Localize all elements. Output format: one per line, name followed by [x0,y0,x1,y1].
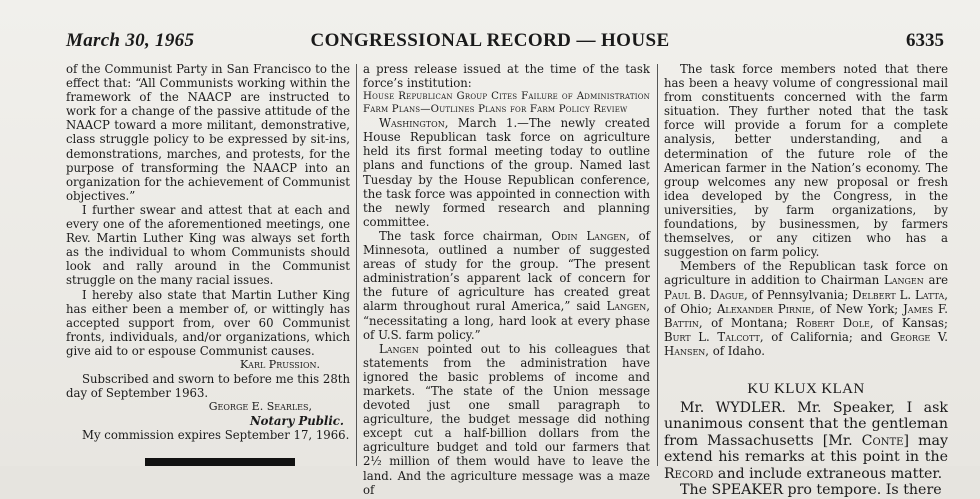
col2-paragraph-3 [363,229,650,342]
member-name: Paul B. Dague [664,287,744,302]
text-run: and include extraneous matter. [713,465,943,482]
member-name: Conte [861,432,904,449]
header-page-number: 6335 [906,30,944,51]
text-run: , “necessitating a long, hard look at every phase of U.S. farm policy.” [363,299,650,342]
text-run: The task force chairman, [379,228,552,243]
column-rule-left [356,64,357,466]
header-date: March 30, 1965 [66,30,195,51]
text-run: , of Ohio; [664,287,948,316]
text-run: pointed out to his colleagues that statements from the administration have ignored the basic problems of income and markets. “The state of the Union message devoted just one small paragraph to agriculture, the budget message did nothing except cut a half-billion dollars from the agriculture budget and told our farmers that 2½ million of them would have to leave the land. And the agriculture message was a maze of [363,341,650,497]
member-name: Burt L. Talcott [664,329,760,344]
text-run: , of Montana; [698,315,797,330]
record-reference: Record [664,465,714,482]
member-name: Robert Dole [796,315,870,330]
column-3 [664,62,949,499]
col1-paragraph-3: I hereby also state that Martin Luther King has either been a member of, or wittingly has accepted support from, over 60 Communist fronts, individuals, and/or organizations, which give aid to or espouse Communist causes. [66,287,350,358]
col1-paragraph-2: I further swear and attest that at each and every one of the aforementioned meetings, one Rev. Martin Luther King was always set forth as the individual to whom Communists should look and rally around in the Communist struggle on the many racial issues. [66,202,350,288]
notary-name: George E. Searles, [208,400,312,414]
col3-paragraph-2 [664,259,948,358]
member-name: Langen [379,341,419,356]
col3-paragraph-4: The SPEAKER pro tempore. Is there [680,482,942,499]
press-release-headline: House Republican Group Cites Failure of Administration Farm Plans—Outlines Plans for Farm Policy Review [363,91,650,116]
col3-paragraph-3 [664,400,948,482]
separator-bar [145,458,295,466]
col1-paragraph-1: of the Communist Party in San Francisco to the effect that: “All Communists working within the framework of the NAACP are instructed to work for a change of the passive attitude of the NAACP toward a more militant, demonstrative, class struggle policy to be expressed by sit-ins, demonstrations, marches, and protests, for the purpose of transforming the NAACP into an organization for the achievement of Communist objectives.” [66,62,350,203]
col2-paragraph-1: a press release issued at the time of the task force’s institution: [363,62,650,91]
column-1 [66,62,350,466]
text-run: are [923,273,948,288]
member-name: James F. Battin [664,301,948,330]
text-run: Members of the Republican task force on agriculture in addition to Chairman [664,259,948,288]
column-2 [363,62,650,497]
affiant-signature: Karl Prussion. [239,357,320,371]
dateline: Washington, [379,116,449,131]
text-run: ] may extend his remarks at this point in the [664,432,948,466]
text-run: , of California; and [759,329,891,344]
column-rule-right [657,64,658,466]
text-run: , of Pennsylvania; [743,287,853,302]
col2-paragraph-2-text: March 1.—The newly created House Republican task force on agriculture held its first formal meeting today to outline plans and functions of the group. Named last Tuesday by the House Republican conference, the task force was appointed in connection with the newly formed research and planning committee. [363,116,650,229]
notary-title: Notary Public. [250,414,344,429]
col1-paragraph-5: My commission expires September 17, 1966. [82,428,350,443]
text-run: , of Kansas; [869,315,948,330]
text-run: , of Minnesota, outlined a number of suggested areas of study for the group. “The present administration’s apparent lack of concern for the future of agriculture has created great alarm throughout rural America,” said [363,228,650,314]
text-run: , of New York; [810,301,904,316]
member-name: Alexander Pirnie [716,301,811,316]
member-name: Delbert L. Latta [852,287,945,302]
member-name: Langen [884,273,924,288]
page-header [0,20,980,64]
header-title: CONGRESSIONAL RECORD — HOUSE [310,30,670,51]
col2-paragraph-2 [363,116,650,229]
section-title: KU KLUX KLAN [747,380,865,397]
member-name: George V. Hansen [664,329,949,358]
text-run: , of Idaho. [705,343,765,358]
member-name: Odin Langen [551,228,627,243]
member-name: Langen [606,299,647,314]
text-run: Mr. WYDLER. Mr. Speaker, I ask unanimous consent that the gentleman from Massachusetts [Mr. [664,400,948,449]
col1-paragraph-4: Subscribed and sworn to before me this 28th day of September 1963. [66,372,350,401]
col2-paragraph-4 [363,342,650,497]
col3-paragraph-1: The task force members noted that there has been a heavy volume of congressional mail from constituents concerned with the farm situation. They further noted that the task force will provide a forum for a complete analysis, better understanding, and a determination of the future role of the American farmer in the Nation’s economy. The group welcomes any new proposal or fresh idea developed by the Congress, in the universities, by farm organizations, by foundations, by businessmen, by farmers themselves, or any citizen who has a suggestion on farm policy. [664,62,948,260]
